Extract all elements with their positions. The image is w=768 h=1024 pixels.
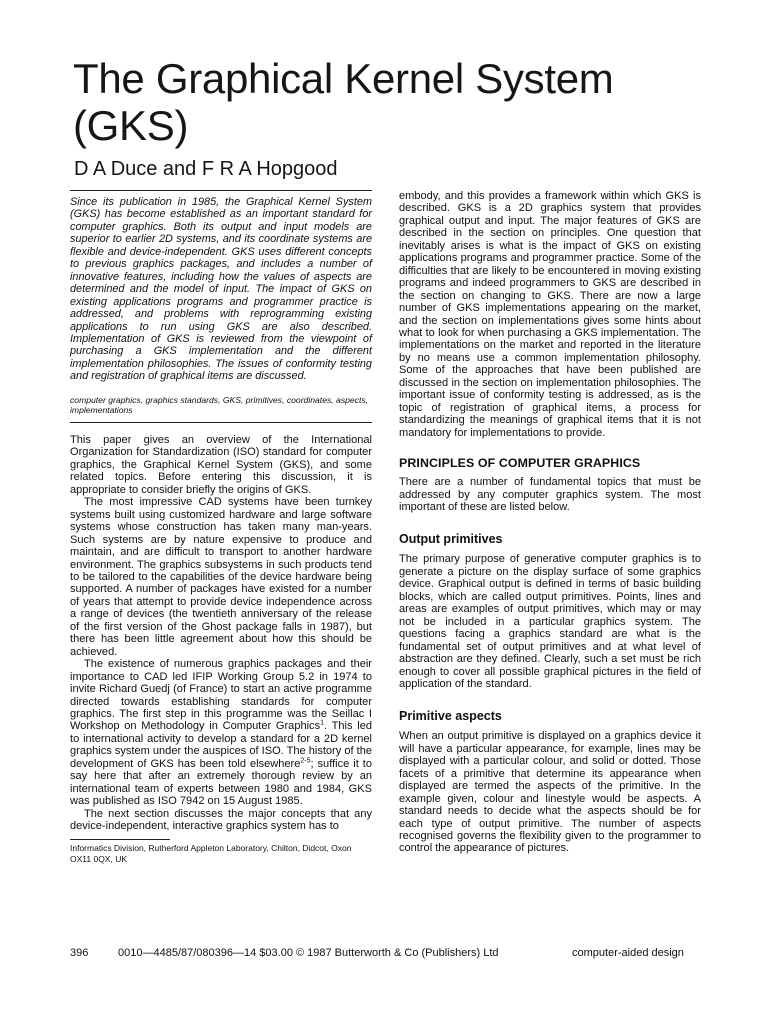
history-text-part: . This led to international activity to develop a standard for a 2D kernel graphics system under the auspices of ISO. The history of the development of GKS has been told elsewhere <box>70 720 372 770</box>
reference-marker: 2-5 <box>300 757 311 765</box>
left-body <box>70 434 372 833</box>
paper-authors: D A Duce and F R A Hopgood <box>74 158 338 180</box>
left-column <box>70 190 372 864</box>
footnote-rule <box>70 839 170 840</box>
intro-continuation: embody, and this provides a framework within which GKS is described. GKS is a 2D graphics system that provides graphical output and input. The major features of GKS are described in the section on principles. One question that inevitably arises is what is the impact of GKS on existing applications programs and programmer practice. Some of the difficulties that are likely to be encountered in moving existing programs and indeed programmers to GKS are described in the section on changing to GKS. There are now a large number of GKS implementations appearing on the market, and the section on implementations gives some hints about what to look for when purchasing a GKS implementation. The implementations on the market and reported in the literature by no means use a common implementation philosophy. Some of the approaches that have been published are discussed in the section on implementation philosophies. The important issue of conformity testing is addressed, as is the topic of registration of graphical items, a process for standardizing the meanings of graphical items that it is not mandatory for implementations to provide. <box>399 190 701 439</box>
reference-marker: 1 <box>320 719 325 727</box>
subsection-text-output-primitives: The primary purpose of generative computer graphics is to generate a picture on the display surface of some graphics device. Graphical output is defined in terms of basic building blocks, which are called output primitives. Points, lines and areas are examples of output primitives, which may or may not be included in a particular graphics system. The questions facing a graphics standard are what is the fundamental set of output primitives and at what level of abstraction are they defined. Clearly, such a set must be rich enough to cover all possible graphical pictures in the field of application of the standard. <box>399 553 701 690</box>
abstract-bottom-rule <box>70 422 372 423</box>
journal-name: computer-aided design <box>572 947 684 959</box>
right-column <box>399 190 701 855</box>
body-paragraph-history <box>70 658 372 807</box>
subsection-text-primitive-aspects: When an output primitive is displayed on a graphics device it will have a particular appearance, for example, lines may be displayed with a particular colour, and solid or dotted. Those facets of a primitive that determine its appearance when displayed are termed the aspects of the primitive. In the example given, colour and linestyle would be aspects. A standard needs to decide what the aspects should be for each type of output primitive. The number of aspects recognised governs the flexibility given to the programmer to control the appearance of pictures. <box>399 730 701 855</box>
page-number: 396 <box>70 947 89 959</box>
copyright-line: 0010—4485/87/080396—14 $03.00 © 1987 Butterworth & Co (Publishers) Ltd <box>118 947 499 959</box>
author-affiliation: Informatics Division, Rutherford Appleton Laboratory, Chilton, Didcot, Oxon OX11 0QX, UK <box>70 843 352 864</box>
history-text-part: The existence of numerous graphics packages and their importance to CAD led IFIP Working Group 5.2 in 1974 to invite Richard Guedj (of France) to start an active programme directed towards establishing standards for computer graphics. The first step in this programme was the Seillac I Workshop on Methodology in Computer Graphics <box>70 658 372 733</box>
paper-title: The Graphical Kernel System (GKS) <box>73 55 614 149</box>
body-paragraph: The most impressive CAD systems have been turnkey systems built using customized hardware and large software systems whose construction has taken many man-years. Such systems are by nature expensive to produce and maintain, and are difficult to transport to another hardware environment. The graphics subsystems in such products tend to be tailored to the capabilities of the device hardware being supported. A number of packages have existed for a number of years that attempt to provide device independence across a range of devices (the twentieth anniversary of the release of the first version of the Ghost package falls in 1987), but there has been little agreement about how this should be achieved. <box>70 496 372 658</box>
subsection-heading-primitive-aspects: Primitive aspects <box>399 709 502 724</box>
section-heading-principles: PRINCIPLES OF COMPUTER GRAPHICS <box>399 456 641 471</box>
body-paragraph: This paper gives an overview of the International Organization for Standardization (ISO) standard for computer graphics, the Graphical Kernel System (GKS), and some related topics. Before entering this discussion, it is appropriate to consider briefly the origins of GKS. <box>70 433 372 496</box>
history-text-part: ; suffice it to say here that after an extremely thorough review by an international team of experts between 1980 and 1984, GKS was published as ISO 7942 on 15 August 1985. <box>70 757 372 808</box>
body-paragraph: The next section discusses the major concepts that any device-independent, interactive graphics system has to <box>70 807 372 833</box>
subsection-heading-output-primitives: Output primitives <box>399 532 503 547</box>
keywords: computer graphics, graphics standards, GKS, primitives, coordinates, aspects, implementations <box>70 394 369 416</box>
section-text-principles: There are a number of fundamental topics that must be addressed by any computer graphics system. The most important of these are listed below. <box>399 476 701 513</box>
abstract-top-rule <box>70 190 372 191</box>
abstract: Since its publication in 1985, the Graphical Kernel System (GKS) has become established as an important standard for computer graphics. Both its output and input models are superior to earlier 2D systems, and its coordinate systems are flexible and device-independent. GKS uses different concepts to previous graphics packages, and includes a number of innovative features, including how the values of aspects are determined and the model of input. The impact of GKS on existing applications programs and programmer practice is addressed, and problems with reprogramming existing applications to run using GKS are also described. Implementation of GKS is reviewed from the viewpoint of purchasing a GKS implementation and the different implementation philosophies. The issues of conformity testing and registration of graphical items are discussed. <box>70 196 372 383</box>
